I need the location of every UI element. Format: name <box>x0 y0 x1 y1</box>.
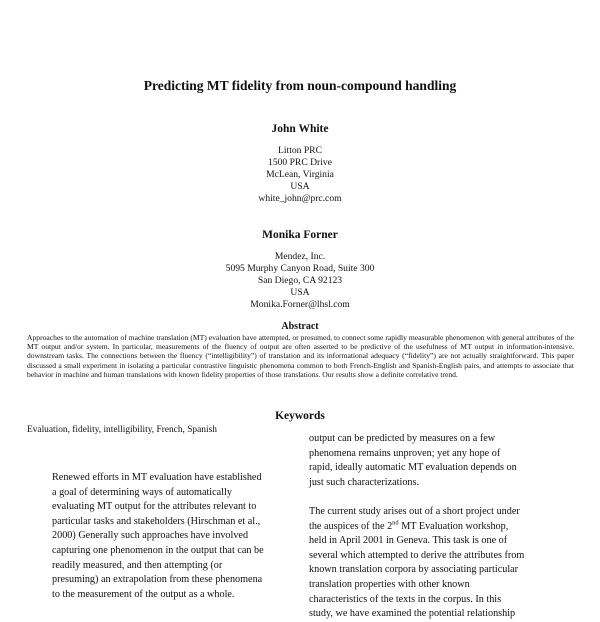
body-line: particular tasks and stakeholders (Hirschman et al., <box>52 515 261 527</box>
author-email: white_john@prc.com <box>258 193 342 204</box>
affiliation-line: USA <box>290 287 310 298</box>
right-column <box>309 432 524 622</box>
body-line: rapid, ideally automatic MT evaluation depends on <box>309 462 517 474</box>
paragraph <box>309 432 524 490</box>
affiliation-line: 5095 Murphy Canyon Road, Suite 300 <box>225 263 375 274</box>
body-line <box>309 520 524 535</box>
body-line: readily measured, and then attempting (or <box>52 559 223 571</box>
body-line: a goal of determining ways of automatically <box>52 486 232 498</box>
affiliation-line: Mendez, Inc. <box>274 251 326 262</box>
author-name: John White <box>271 123 329 135</box>
body-line: 2000) Generally such approaches have involved <box>52 530 249 542</box>
affiliation-line: McLean, Virginia <box>266 169 334 180</box>
body-text: the auspices of the 2 <box>309 520 393 532</box>
left-column <box>52 471 264 602</box>
body-line: output can be predicted by measures on a few <box>309 433 496 444</box>
body-line: evaluating MT output for the attributes relevant to <box>52 501 257 513</box>
body-line: known translation corpora by associating particular <box>309 564 519 576</box>
affiliation-line: San Diego, CA 92123 <box>257 275 343 286</box>
body-line: capturing one phenomenon in the output that can be <box>52 544 264 556</box>
body-line: several which attempted to derive the attributes from <box>309 549 525 561</box>
affiliation-line: USA <box>290 181 310 192</box>
author-email: Monika.Forner@lhsl.com <box>250 299 350 310</box>
body-line: study, we have examined the potential relationship <box>309 608 516 620</box>
abstract-heading: Abstract <box>281 321 319 332</box>
body-line: just such characterizations. <box>309 476 420 488</box>
body-line: The current study arises out of a short project under <box>309 505 520 517</box>
author-affiliation <box>0 251 600 311</box>
body-line: to the measurement of the output as a whole. <box>52 588 235 600</box>
body-text: MT Evaluation workshop, <box>398 520 509 532</box>
ordinal-suffix: nd <box>392 519 399 527</box>
keywords-heading: Keywords <box>275 410 325 422</box>
paper-title: Predicting MT fidelity from noun-compound handling <box>143 78 457 93</box>
body-line: held in April 2001 in Geneva. This task is one of <box>309 535 508 547</box>
body-line: translation properties with other known <box>309 578 470 590</box>
body-line: Renewed efforts in MT evaluation have established <box>52 472 262 483</box>
body-line: presuming) an extrapolation from these phenomena <box>52 574 263 586</box>
keywords-text: Evaluation, fidelity, intelligibility, French, Spanish <box>27 425 217 435</box>
affiliation-line: Litton PRC <box>278 145 322 156</box>
author-affiliation <box>0 145 600 205</box>
author-name: Monika Forner <box>262 229 338 241</box>
paragraph <box>309 505 524 622</box>
body-line: characteristics of the texts in the corpus. In this <box>309 593 502 605</box>
body-line: phenomena remains unproven; yet any hope of <box>309 447 501 459</box>
abstract-text: Approaches to the automation of machine translation (MT) evaluation have attempted, or presumed, to connect some rapidly measurable phenomenon with general attributes of the MT output and/or system. In particular, measurements of the fluency of output are often asserted to be predictive of the usefulness of MT output in information-intensive, downstream tasks. The connections between the fluency (“intelligibility”) of translation and its informational adequacy (“fidelity”) are not actually straightforward. This paper discussed a small experiment in isolating a particular contrastive linguistic phenomena common to both French-English and Spanish-English pairs, and attempts to associate that behavior in machine and human translations with known fidelity properties of those translations. Our results show a definite correlative trend. <box>27 333 574 379</box>
affiliation-line: 1500 PRC Drive <box>268 157 332 168</box>
